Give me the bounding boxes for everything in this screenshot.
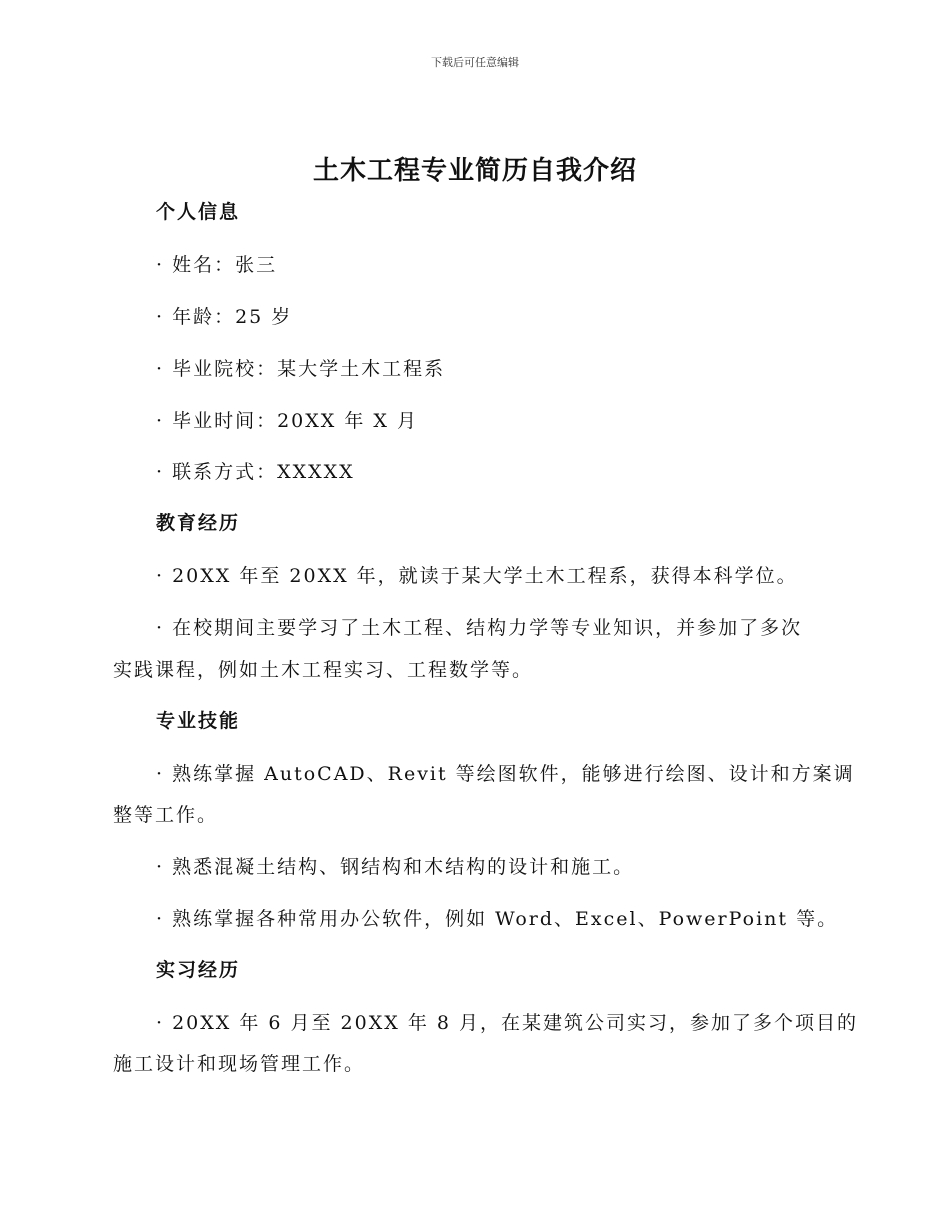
education-item-2-line-2: 实践课程，例如土木工程实习、工程数学等。 (113, 659, 534, 681)
skills-item-1-line-2: 整等工作。 (113, 804, 219, 826)
document-title: 土木工程专业简历自我介绍 (312, 156, 637, 186)
education-item-2-line-1: · 在校期间主要学习了土木工程、结构力学等专业知识，并参加了多次 (156, 617, 803, 639)
section-heading-skills: 专业技能 (156, 710, 241, 732)
section-heading-personal-info: 个人信息 (156, 201, 241, 223)
education-item-1: · 20XX 年至 20XX 年，就读于某大学土木工程系，获得本科学位。 (156, 565, 798, 587)
personal-age-line: · 年龄：25 岁 (156, 306, 293, 328)
section-heading-education: 教育经历 (156, 512, 241, 534)
personal-grad-time-line: · 毕业时间：20XX 年 X 月 (156, 410, 418, 432)
internship-item-1-line-1: · 20XX 年 6 月至 20XX 年 8 月，在某建筑公司实习，参加了多个项目的 (156, 1012, 858, 1034)
personal-name-line: · 姓名：张三 (156, 254, 278, 276)
internship-item-1-line-2: 施工设计和现场管理工作。 (113, 1053, 366, 1075)
header-note: 下载后可任意编辑 (431, 56, 519, 69)
skills-item-3: · 熟练掌握各种常用办公软件，例如 Word、Excel、PowerPoint 等。 (156, 908, 839, 930)
section-heading-internship: 实习经历 (156, 959, 241, 981)
skills-item-2: · 熟悉混凝土结构、钢结构和木结构的设计和施工。 (156, 856, 635, 878)
skills-item-1-line-1: · 熟练掌握 AutoCAD、Revit 等绘图软件，能够进行绘图、设计和方案调 (156, 763, 855, 785)
personal-school-line: · 毕业院校：某大学土木工程系 (156, 358, 446, 380)
personal-contact-line: · 联系方式：XXXXX (156, 461, 355, 483)
